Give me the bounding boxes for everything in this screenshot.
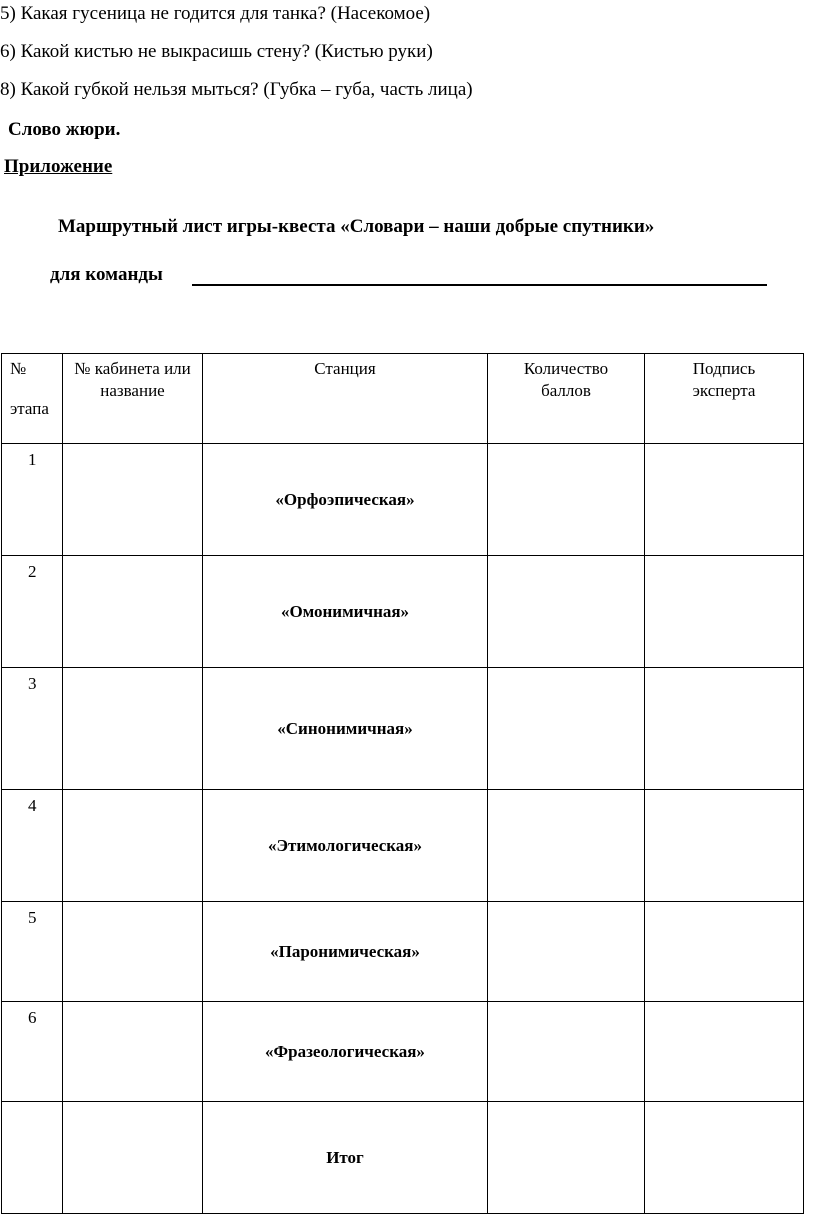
stage-number: 5	[2, 902, 63, 1002]
table-total-row	[2, 1102, 804, 1214]
stage-number: 6	[2, 1002, 63, 1102]
table-row	[2, 1002, 804, 1102]
station-name: «Орфоэпическая»	[203, 444, 488, 556]
stage-number: 2	[2, 556, 63, 668]
table-row	[2, 444, 804, 556]
signature-cell[interactable]	[645, 556, 804, 668]
points-cell[interactable]	[488, 556, 645, 668]
cabinet-cell[interactable]	[63, 556, 203, 668]
total-cabinet-cell	[63, 1102, 203, 1214]
stage-number: 3	[2, 668, 63, 790]
team-name-blank-line	[192, 284, 767, 286]
total-points-cell[interactable]	[488, 1102, 645, 1214]
total-label: Итог	[203, 1102, 488, 1214]
table-row	[2, 668, 804, 790]
header-signature: Подпись эксперта	[645, 354, 804, 444]
appendix-heading: Приложение	[4, 156, 113, 177]
signature-cell[interactable]	[645, 1002, 804, 1102]
total-number-cell	[2, 1102, 63, 1214]
signature-cell[interactable]	[645, 444, 804, 556]
signature-cell[interactable]	[645, 902, 804, 1002]
header-points: Количество баллов	[488, 354, 645, 444]
team-label: для команды	[50, 264, 163, 285]
points-cell[interactable]	[488, 1002, 645, 1102]
header-stage-number-label: этапа	[10, 399, 49, 418]
points-cell[interactable]	[488, 444, 645, 556]
table-row	[2, 556, 804, 668]
route-sheet-title: Маршрутный лист игры-квеста «Словари – наши добрые спутники»	[58, 216, 655, 237]
cabinet-cell[interactable]	[63, 790, 203, 902]
points-cell[interactable]	[488, 668, 645, 790]
cabinet-cell[interactable]	[63, 668, 203, 790]
table-header-row	[2, 354, 804, 444]
riddle-line: 6) Какой кистью не выкрасишь стену? (Кистью руки)	[0, 41, 433, 62]
points-cell[interactable]	[488, 790, 645, 902]
cabinet-cell[interactable]	[63, 444, 203, 556]
station-name: «Омонимичная»	[203, 556, 488, 668]
riddle-line: 5) Какая гусеница не годится для танка? (Насекомое)	[0, 3, 431, 24]
route-table	[1, 353, 804, 1214]
station-name: «Синонимичная»	[203, 668, 488, 790]
table-row	[2, 902, 804, 1002]
station-name: «Фразеологическая»	[203, 1002, 488, 1102]
station-name: «Паронимическая»	[203, 902, 488, 1002]
stage-number: 1	[2, 444, 63, 556]
header-stage-number-symbol: №	[10, 359, 27, 378]
cabinet-cell[interactable]	[63, 902, 203, 1002]
header-station: Станция	[203, 354, 488, 444]
stage-number: 4	[2, 790, 63, 902]
riddle-line: 8) Какой губкой нельзя мыться? (Губка – губа, часть лица)	[0, 79, 473, 100]
jury-word: Слово жюри.	[8, 119, 121, 140]
station-name: «Этимологическая»	[203, 790, 488, 902]
total-signature-cell[interactable]	[645, 1102, 804, 1214]
signature-cell[interactable]	[645, 668, 804, 790]
cabinet-cell[interactable]	[63, 1002, 203, 1102]
header-stage-number	[2, 354, 63, 444]
signature-cell[interactable]	[645, 790, 804, 902]
points-cell[interactable]	[488, 902, 645, 1002]
table-row	[2, 790, 804, 902]
header-cabinet: № кабинета или название	[63, 354, 203, 444]
